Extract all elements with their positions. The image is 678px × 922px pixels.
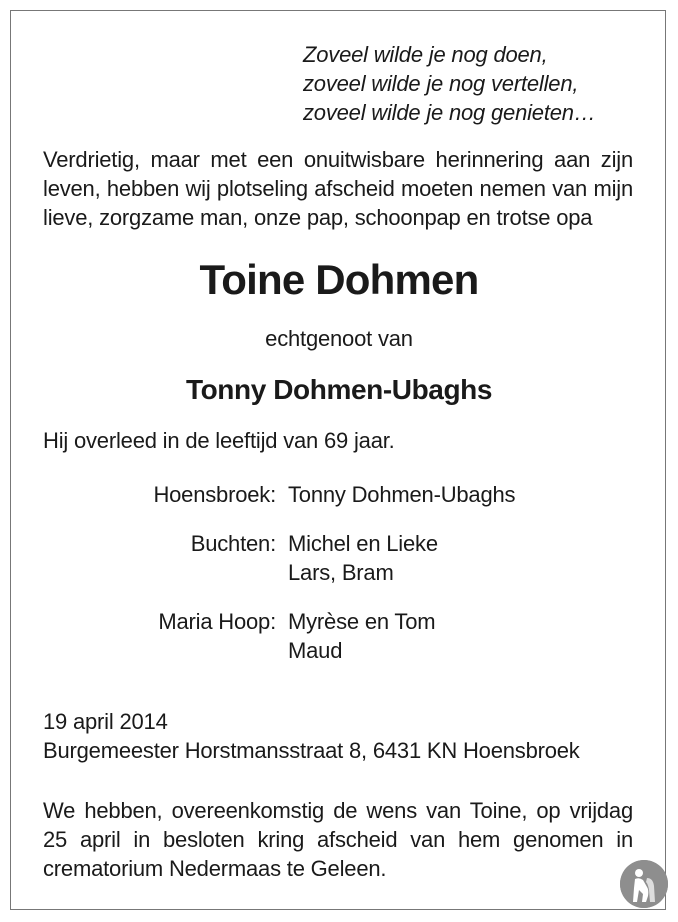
family-list bbox=[0, 480, 678, 685]
family-place: Hoensbroek: bbox=[153, 482, 276, 507]
family-members bbox=[288, 529, 438, 587]
family-row bbox=[0, 529, 678, 607]
date: 19 april 2014 bbox=[43, 709, 168, 734]
poem-line: Zoveel wilde je nog doen, bbox=[303, 42, 548, 67]
family-member: Myrèse en Tom bbox=[288, 609, 436, 634]
date-address bbox=[43, 707, 580, 765]
family-member: Maud bbox=[288, 638, 343, 663]
family-place: Buchten: bbox=[190, 531, 276, 556]
family-member: Michel en Lieke bbox=[288, 531, 438, 556]
closing-text: We hebben, overeenkomstig de wens van Toine, op vrijdag 25 april in besloten kring afscheid van hem genomen in crematorium Nedermaas te Geleen. bbox=[43, 798, 633, 881]
family-member: Tonny Dohmen-Ubaghs bbox=[288, 482, 516, 507]
poem bbox=[303, 40, 596, 127]
poem-line: zoveel wilde je nog vertellen, bbox=[303, 71, 579, 96]
spouse-name: Tonny Dohmen-Ubaghs bbox=[185, 374, 493, 405]
family-place: Maria Hoop: bbox=[158, 609, 276, 634]
address: Burgemeester Horstmansstraat 8, 6431 KN Hoensbroek bbox=[43, 738, 580, 763]
memorial-figure-icon bbox=[620, 860, 668, 908]
age-text: Hij overleed in de leeftijd van 69 jaar. bbox=[43, 428, 395, 453]
family-members bbox=[288, 607, 435, 665]
family-members bbox=[288, 480, 515, 509]
deceased-name: Toine Dohmen bbox=[199, 256, 479, 303]
intro-text: Verdrietig, maar met een onuitwisbare herinnering aan zijn leven, hebben wij plotseling afscheid moeten nemen van mijn lieve, zorgzame man, onze pap, schoonpap en trotse opa bbox=[43, 147, 633, 230]
family-member: Lars, Bram bbox=[288, 560, 394, 585]
poem-line: zoveel wilde je nog genieten… bbox=[303, 100, 596, 125]
relation-label: echtgenoot van bbox=[265, 326, 413, 351]
family-row bbox=[0, 607, 678, 685]
family-row bbox=[0, 480, 678, 529]
